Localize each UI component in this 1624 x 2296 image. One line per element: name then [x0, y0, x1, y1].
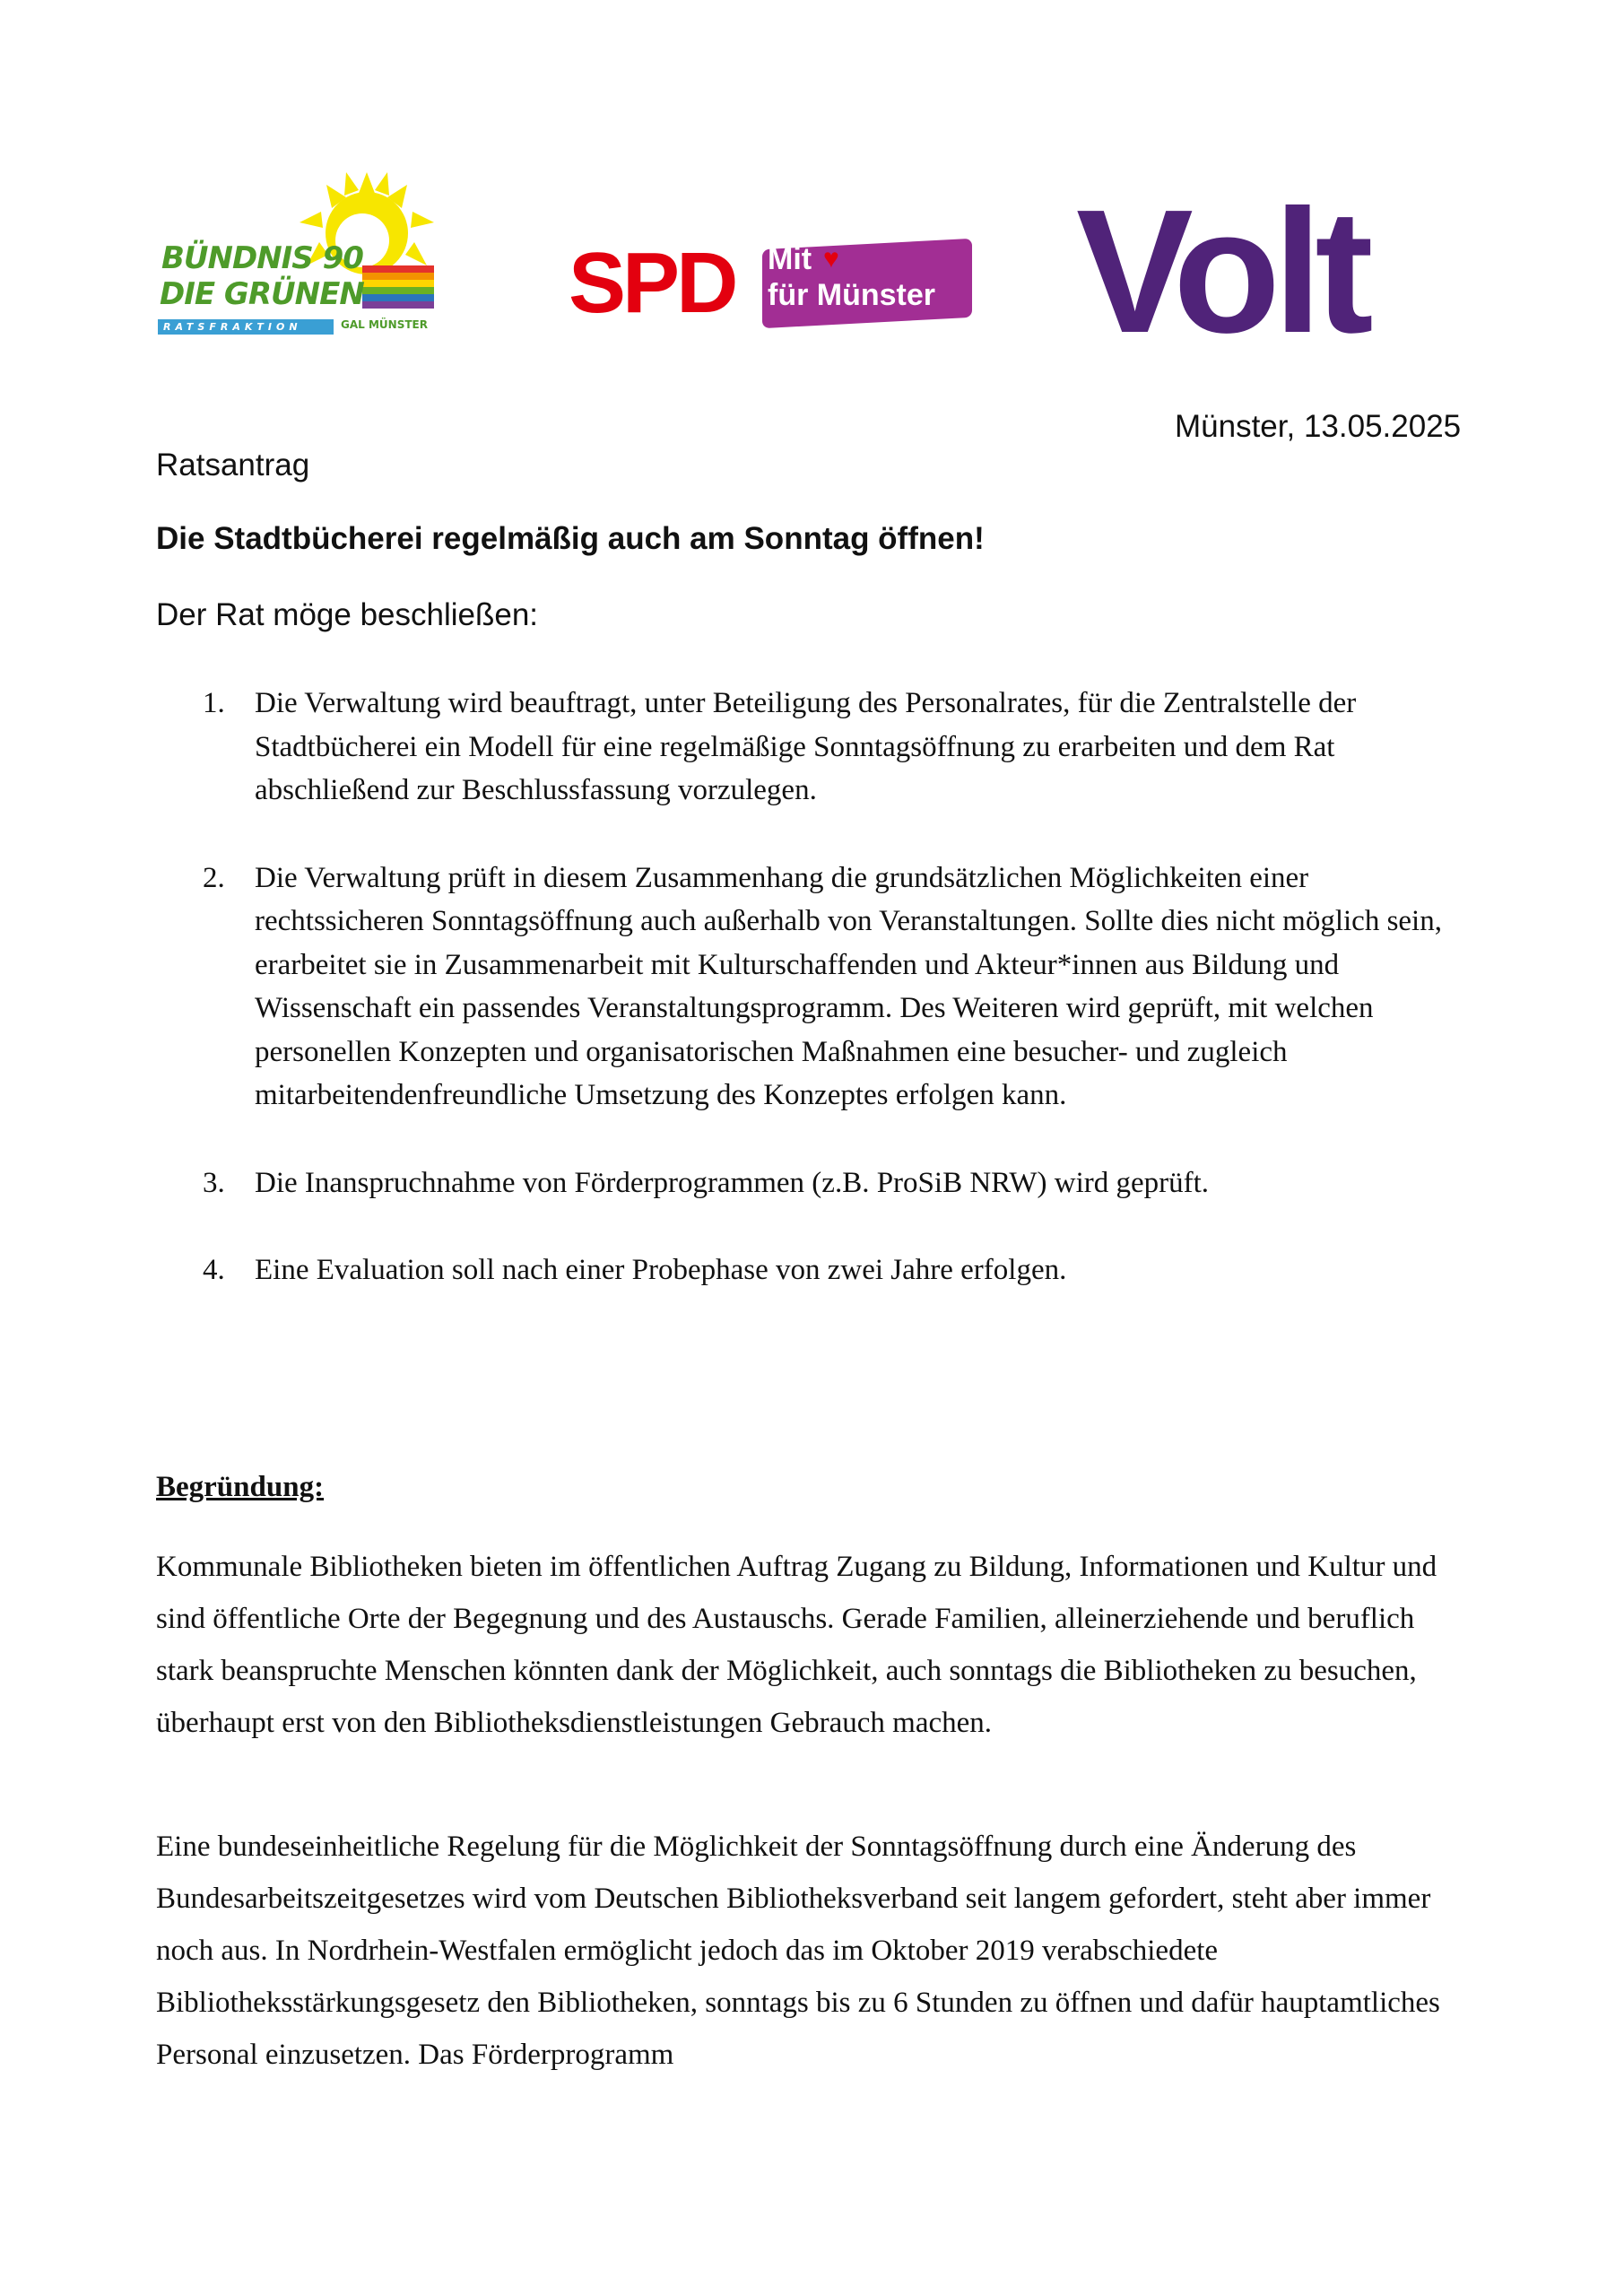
list-item [156, 857, 1465, 1118]
gruene-logo-line1: BÜNDNIS 90 [161, 240, 363, 276]
list-item [156, 1248, 1465, 1292]
spd-logo [569, 235, 981, 331]
list-item [156, 682, 1465, 813]
list-item-text: Die Inanspruchnahme von Förderprogrammen (z.B. ProSiB NRW) wird geprüft. [255, 1166, 1210, 1199]
list-item [156, 1161, 1465, 1205]
document-date: Münster, 13.05.2025 [1175, 409, 1462, 444]
gruene-logo-bar: RATSFRAKTION [158, 319, 334, 335]
list-item-text: Eine Evaluation soll nach einer Probephase von zwei Jahre erfolgen. [255, 1254, 1067, 1286]
reasoning-paragraph: Eine bundeseinheitliche Regelung für die Möglichkeit der Sonntagsöffnung durch eine Änderung des Bundesarbeitszeitgesetzes wird vom Deutschen Bibliotheksverband seit langem gefordert, steht aber immer noch aus. In Nordrhein-Westfalen ermöglicht jedoch das im Oktober 2019 verabschiedete Bibliotheksstärkungsgesetz den Bibliotheken, sonntags bis zu 6 Stunden zu öffnen und dafür hauptamtliches Personal einzusetzen. Das Förderprogramm [156, 1831, 1440, 2071]
list-item-number: 3. [203, 1166, 225, 1199]
gruene-logo-line2: DIE GRÜNEN [160, 276, 364, 312]
list-item-number: 4. [203, 1254, 225, 1286]
spd-logo-name: SPD [569, 235, 735, 331]
list-item-text: Die Verwaltung wird beauftragt, unter Beteiligung des Personalrates, für die Zentralstelle der Stadtbücherei ein Modell für eine regelmäßige Sonntagsöffnung zu erarbeiten und dem Rat abschließend zur Beschlussfassung vorzulegen. [255, 687, 1357, 806]
list-item-number: 1. [203, 687, 225, 719]
spd-logo-tag-line2: für Münster [768, 278, 935, 312]
spd-logo-tag-line1: Mit [768, 242, 812, 276]
heart-icon: ♥ [823, 244, 839, 274]
resolution-lead: Der Rat möge beschließen: [156, 597, 539, 632]
reasoning-heading: Begründung: [156, 1471, 325, 1503]
volt-logo: Volt [1076, 173, 1367, 370]
list-item-number: 2. [203, 861, 225, 894]
document-title: Die Stadtbücherei regelmäßig auch am Sonntag öffnen! [156, 521, 985, 556]
resolution-list [156, 682, 1465, 1336]
gruene-logo-sub: GAL MÜNSTER [341, 318, 428, 331]
gruene-logo [158, 169, 454, 339]
document-type: Ratsantrag [156, 448, 310, 483]
reasoning-paragraph: Kommunale Bibliotheken bieten im öffentlichen Auftrag Zugang zu Bildung, Informationen und Kultur und sind öffentliche Orte der Begegnung und des Austauschs. Gerade Familien, alleinerziehende und beruflich stark beanspruchte Menschen könnten dank der Möglichkeit, auch sonntags die Bibliotheken zu besuchen, überhaupt erst von den Bibliotheksdienstleistungen Gebrauch machen. [156, 1551, 1437, 1739]
list-item-text: Die Verwaltung prüft in diesem Zusammenhang die grundsätzlichen Möglichkeiten einer rechtssicheren Sonntagsöffnung auch außerhalb von Veranstaltungen. Sollte dies nicht möglich sein, erarbeitet sie in Zusammenarbeit mit Kulturschaffenden und Akteur*innen aus Bildung und Wissenschaft ein passendes Veranstaltungsprogramm. Des Weiteren wird geprüft, mit welchen personellen Konzepten und organisatorischen Maßnahmen eine besucher- und zugleich mitarbeitendenfreundliche Umsetzung des Konzeptes erfolgen kann. [255, 861, 1442, 1111]
